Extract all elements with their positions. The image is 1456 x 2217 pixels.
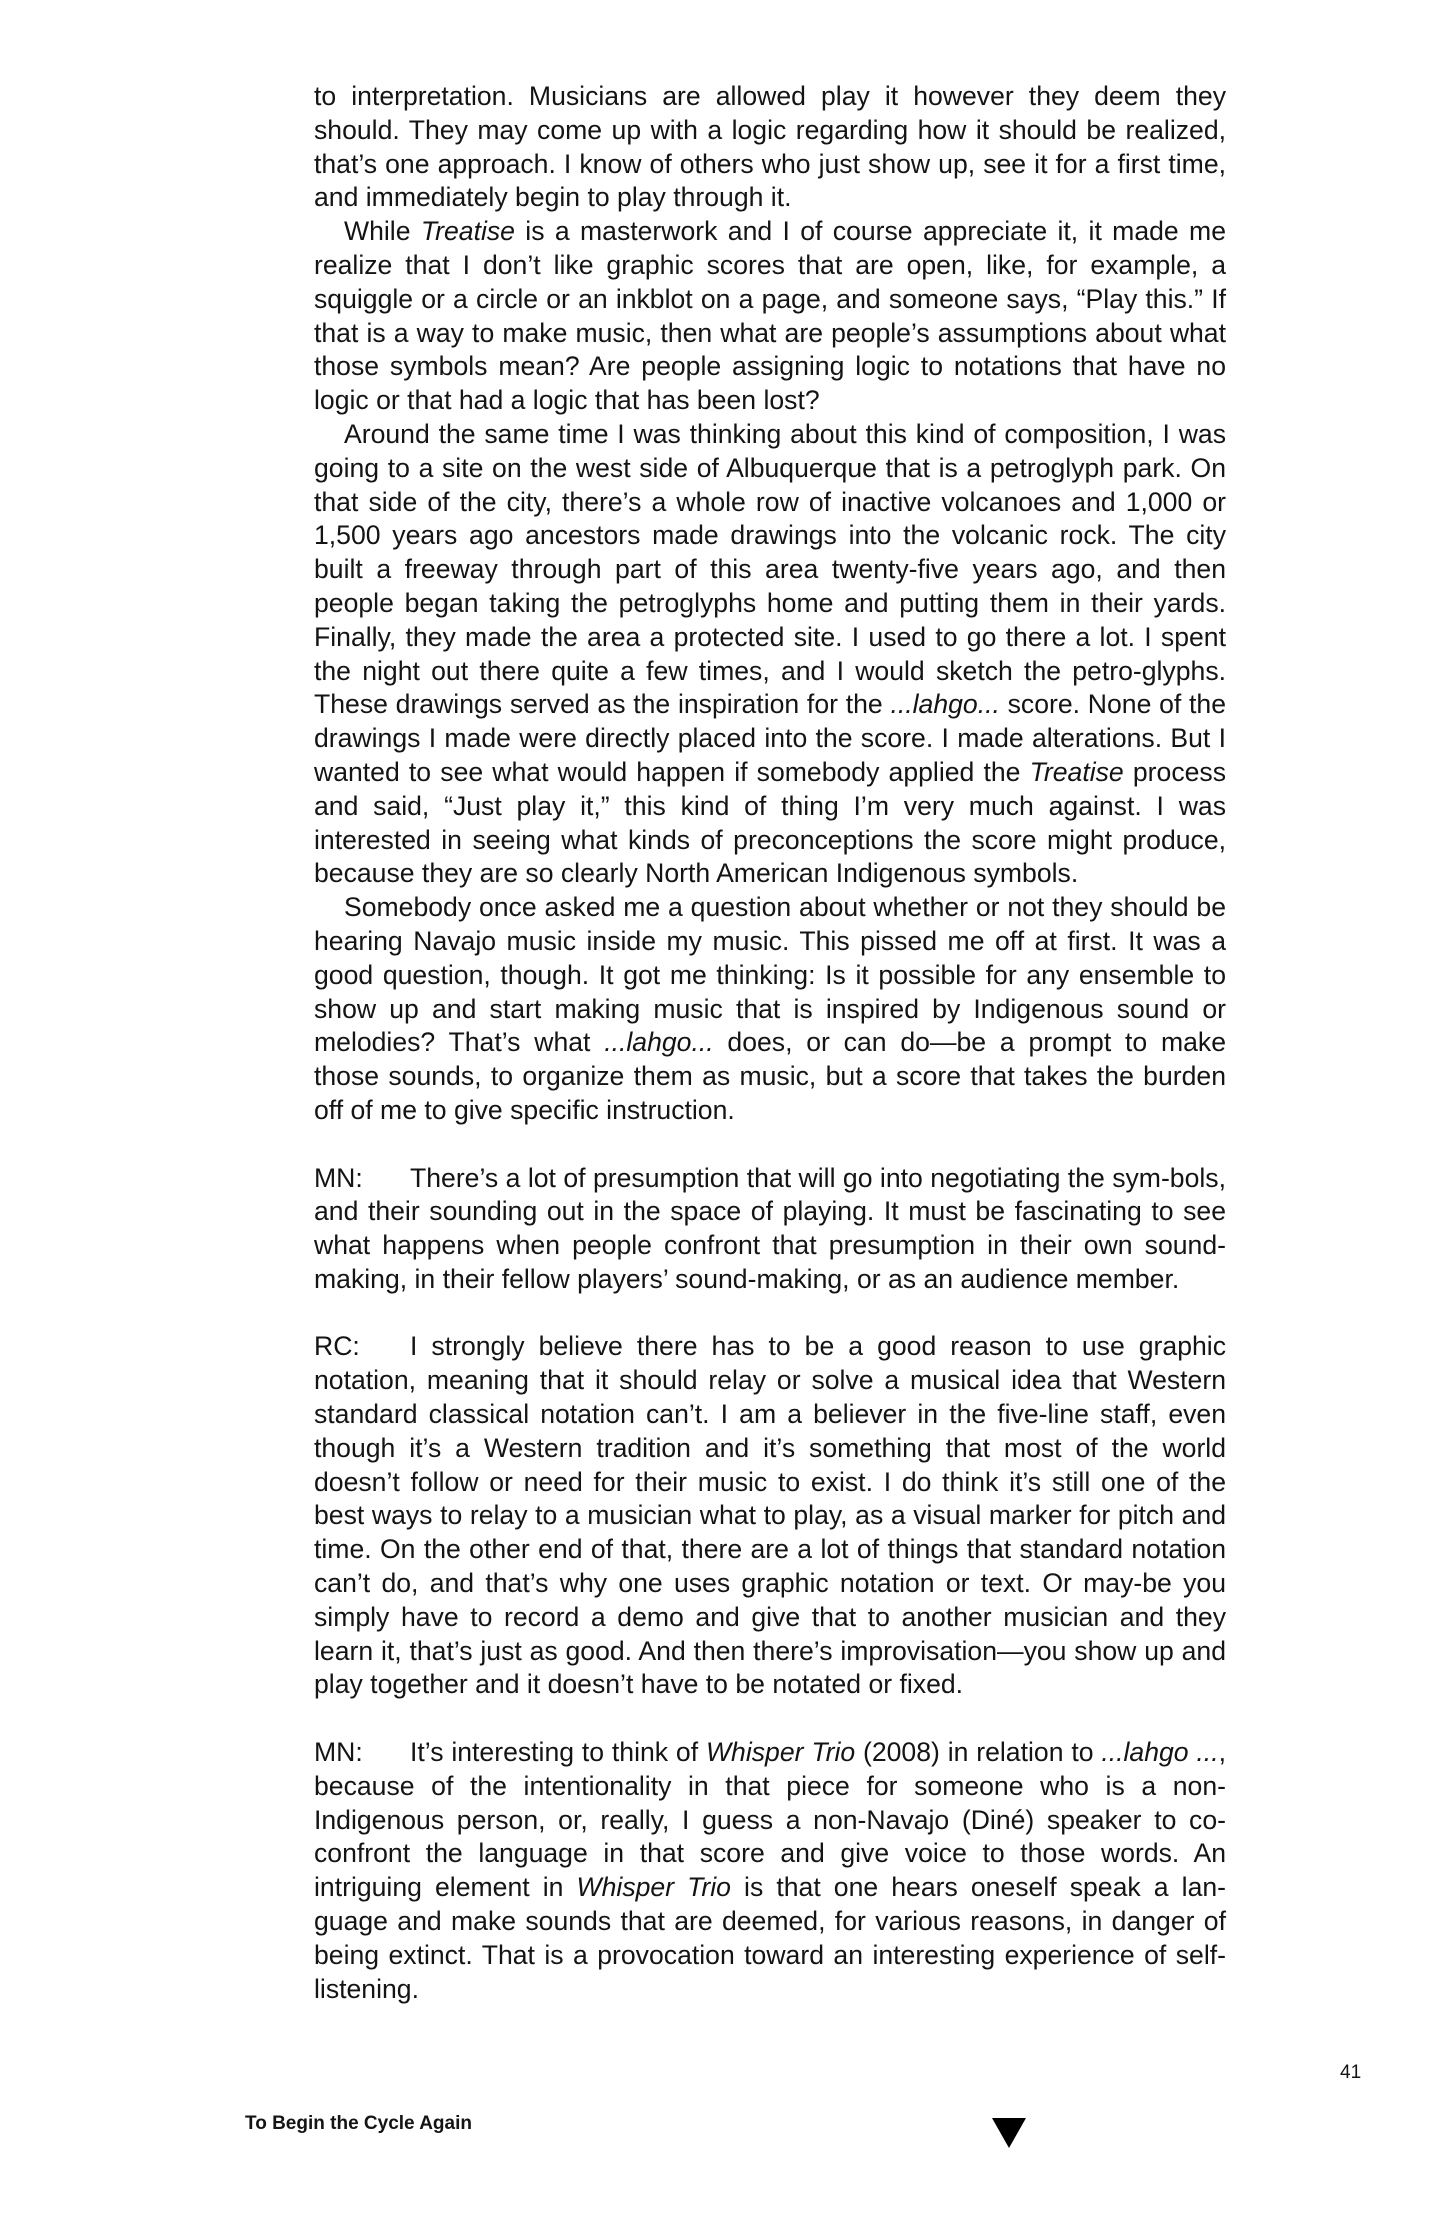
page-number: 41 bbox=[1340, 2062, 1362, 2083]
interview-turn-mn-1 bbox=[314, 1162, 1226, 1297]
down-triangle-icon bbox=[992, 2118, 1026, 2148]
title-treatise: Treatise bbox=[420, 216, 515, 247]
title-lahgo: ...lahgo... bbox=[890, 689, 1000, 720]
interview-turn-mn-2 bbox=[314, 1736, 1226, 2006]
paragraph-2-text-c: is a masterwork and I of course appreciate it, it made me realize that I don’t like graphic scores that are open, like, for example, a squiggle or a circle or an inkblot on a page, and someone says, “Play this.” If that is a way to make music, then what are people’s assumptions about what those symbols mean? Are people assigning logic to notations that have no logic or that had a logic that has been lost? bbox=[314, 216, 1226, 416]
turn-text-e: , because of the intentionality in that piece for someone who is a non-Indigenous person, or, really, I guess a non-Navajo (Diné) speaker to co-confront the language in that score and give voice to those words. An intriguing element in bbox=[314, 1737, 1226, 1903]
paragraph-1 bbox=[314, 80, 1226, 215]
paragraph-4 bbox=[314, 891, 1226, 1128]
paragraph-3-text-e: process and said, “Just play it,” this kind of thing I’m very much against. I was interested in seeing what kinds of preconceptions the score might produce, because they are so clearly North American Indigenous symbols. bbox=[314, 756, 1227, 889]
paragraph-2-text-a: While bbox=[344, 216, 421, 247]
paragraph-3 bbox=[314, 418, 1226, 891]
title-treatise: Treatise bbox=[1029, 756, 1124, 787]
title-whisper-trio: Whisper Trio bbox=[576, 1872, 731, 1903]
paragraph-2 bbox=[314, 215, 1226, 418]
interview-turn-rc-1 bbox=[314, 1330, 1226, 1702]
turn-text: I strongly believe there has to be a good reason to use graphic notation, meaning that it should relay or solve a musical idea that Western standard classical notation can’t. I am a believer in the five-line staff, even though it’s a Western tradition and it’s something that most of the world doesn’t follow or need for their music to exist. I do think it’s still one of the best ways to relay to a musician what to play, as a visual marker for pitch and time. On the other end of that, there are a lot of things that standard notation can’t do, and that’s why one uses graphic notation or text. Or may-be you simply have to record a demo and give that to another musician and they learn it, that’s just as good. And then there’s improvisation—you show up and play together and it doesn’t have to be notated or fixed. bbox=[314, 1331, 1226, 1700]
turn-text-c: (2008) in relation to bbox=[855, 1737, 1102, 1768]
paragraph-3-text-c: score. None of the drawings I made were directly placed into the score. I made alterations. But I wanted to see what would happen if somebody applied the bbox=[314, 689, 1227, 787]
body-text bbox=[314, 80, 1226, 2006]
speaker-label: RC: bbox=[314, 1331, 360, 1362]
running-title: To Begin the Cycle Again bbox=[245, 2113, 472, 2134]
title-whisper-trio: Whisper Trio bbox=[705, 1737, 856, 1768]
title-lahgo: ...lahgo ... bbox=[1101, 1737, 1219, 1768]
turn-text-a: It’s interesting to think of bbox=[410, 1737, 706, 1768]
turn-text: There’s a lot of presumption that will go into negotiating the sym-bols, and their sounding out in the space of playing. It must be fascinating to see what happens when people confront that presumption in their own sound-making, in their fellow players’ sound-making, or as an audience member. bbox=[314, 1162, 1226, 1294]
turn-text-g: is that one hears oneself speak a lan-guage and make sounds that are deemed, for various reasons, in danger of being extinct. That is a provocation toward an interesting experience of self-listening. bbox=[314, 1872, 1227, 2004]
paragraph-1-text: to interpretation. Musicians are allowed play it however they deem they should. They may come up with a logic regarding how it should be realized, that’s one approach. I know of others who just show up, see it for a first time, and immediately begin to play through it. bbox=[314, 81, 1226, 213]
paragraph-4-text-c: does, or can do—be a prompt to make those sounds, to organize them as music, but a score that takes the burden off of me to give specific instruction. bbox=[314, 1027, 1227, 1125]
title-lahgo: ...lahgo... bbox=[604, 1027, 714, 1058]
paragraph-3-text-a: Around the same time I was thinking about this kind of composition, I was going to a site on the west side of Albuquerque that is a petroglyph park. On that side of the city, there’s a whole row of inactive volcanoes and 1,000 or 1,500 years ago ancestors made drawings into the volcanic rock. The city built a freeway through part of this area twenty-five years ago, and then people began taking the petroglyphs home and putting them in their yards. Finally, they made the area a protected site. I used to go there a lot. I spent the night out there quite a few times, and I would sketch the petro-glyphs. These drawings served as the inspiration for the bbox=[314, 418, 1226, 720]
speaker-label: MN: bbox=[314, 1737, 363, 1768]
speaker-label: MN: bbox=[314, 1162, 363, 1193]
paragraph-4-text-a: Somebody once asked me a question about whether or not they should be hearing Navajo music inside my music. This pissed me off at first. It was a good question, though. It got me thinking: Is it possible for any ensemble to show up and start making music that is inspired by Indigenous sound or melodies? That’s what bbox=[314, 892, 1226, 1058]
